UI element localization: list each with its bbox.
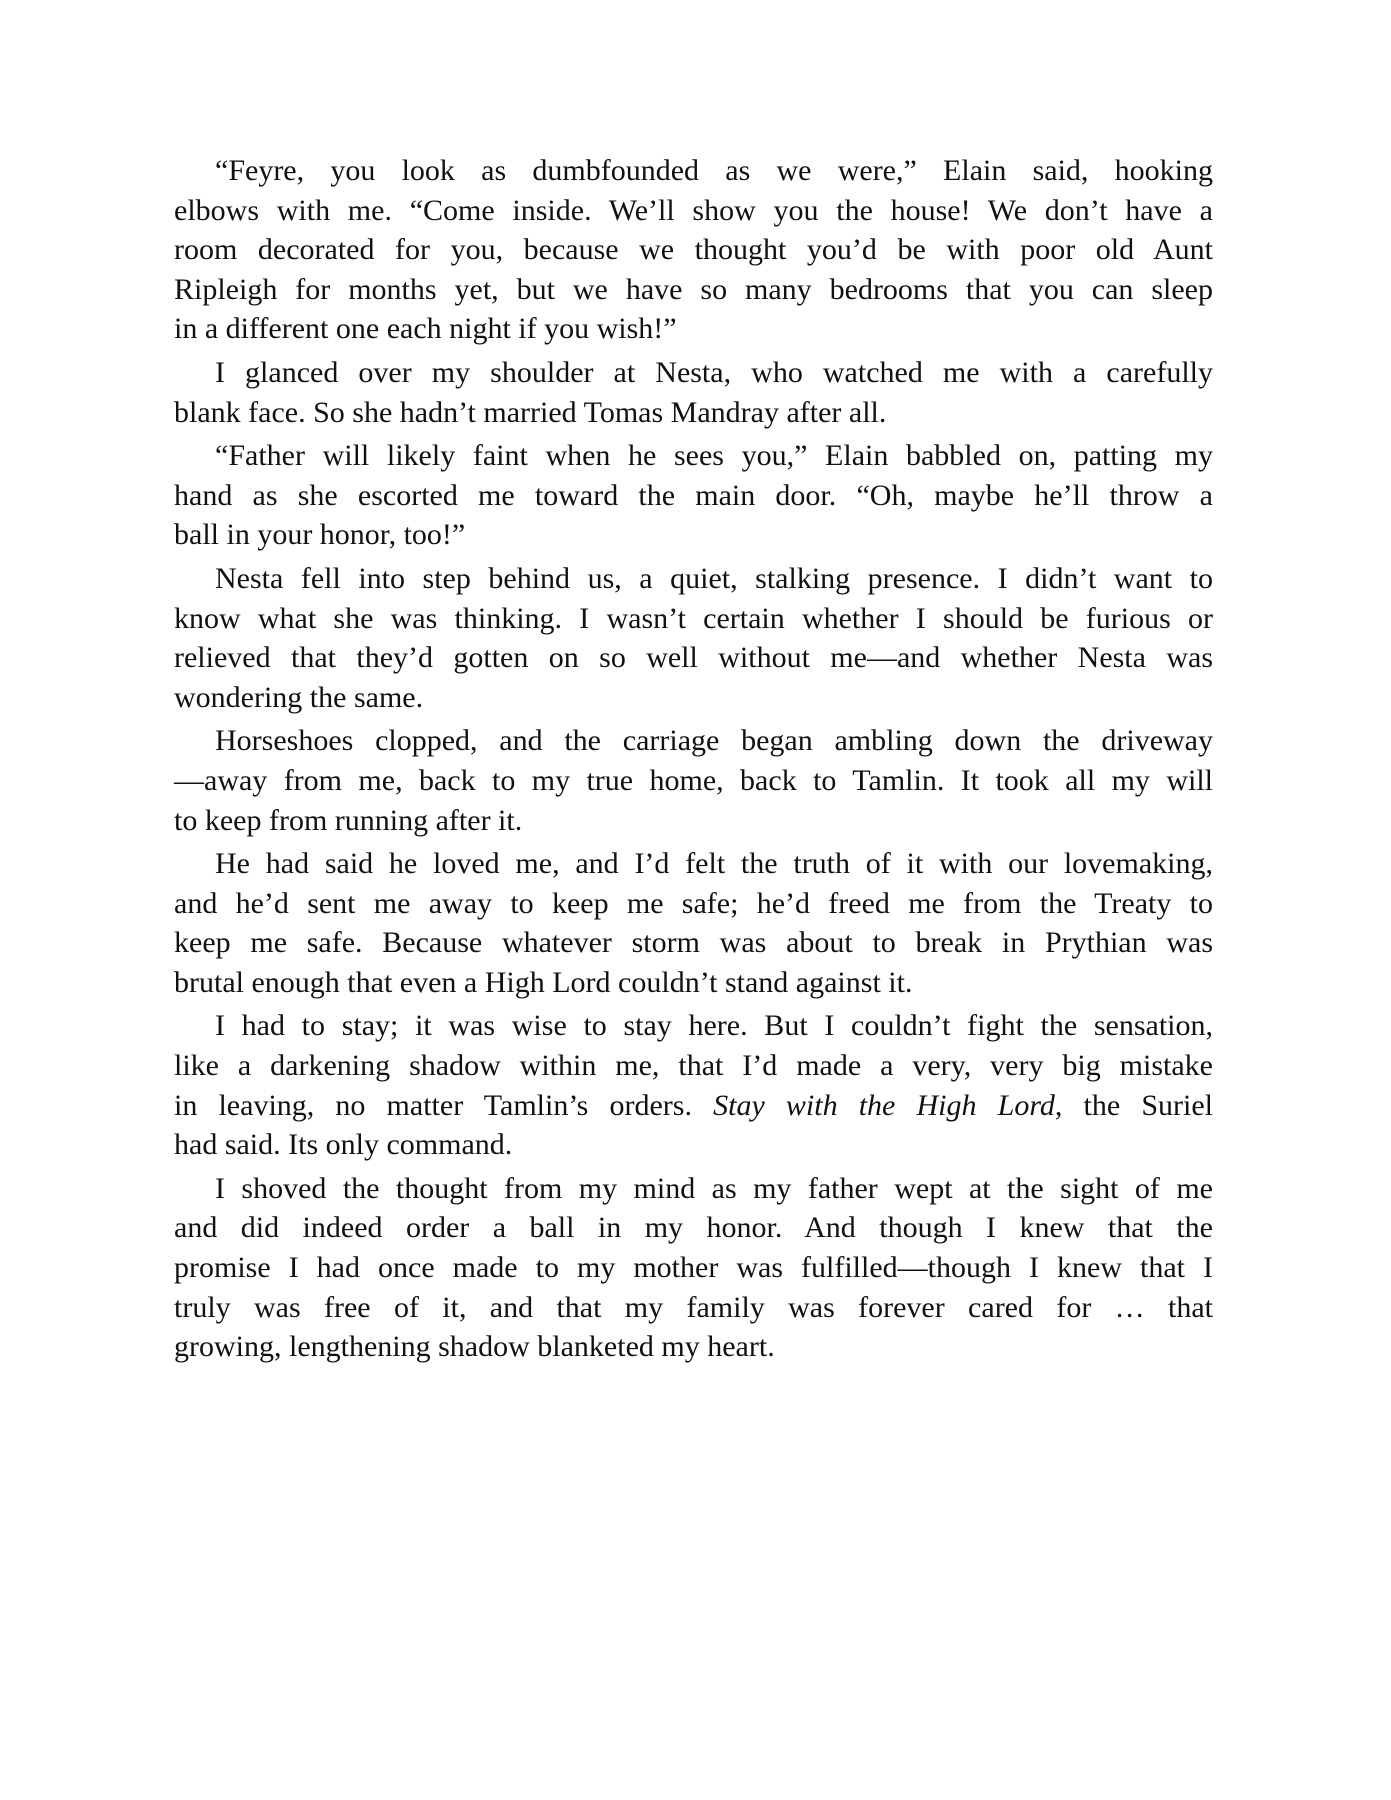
paragraph bbox=[174, 353, 1213, 432]
text-segment: in leaving, no matter Tamlin’s orders. bbox=[174, 1088, 714, 1122]
italic-quote: Stay with the High Lord bbox=[713, 1088, 1055, 1122]
text-line: I glanced over my shoulder at Nesta, who watched me with a carefully bbox=[215, 355, 1213, 389]
text-line bbox=[174, 1086, 1213, 1126]
text-line: wondering the same. bbox=[174, 680, 424, 714]
text-line: to keep from running after it. bbox=[174, 803, 523, 837]
text-line: know what she was thinking. I wasn’t certain whether I should be furious or bbox=[174, 601, 1213, 635]
text-line: truly was free of it, and that my family was forever cared for … that bbox=[174, 1290, 1213, 1324]
text-line: room decorated for you, because we thought you’d be with poor old Aunt bbox=[174, 233, 1213, 267]
book-page bbox=[174, 151, 1213, 1371]
text-line: promise I had once made to my mother was fulfilled—though I knew that I bbox=[174, 1251, 1213, 1285]
text-line: “Feyre, you look as dumbfounded as we were,” Elain said, hooking bbox=[215, 154, 1213, 187]
paragraph bbox=[174, 151, 1213, 349]
paragraph bbox=[174, 436, 1213, 555]
text-line: Nesta fell into step behind us, a quiet, stalking presence. I didn’t want to bbox=[215, 561, 1213, 595]
paragraph bbox=[174, 1006, 1213, 1164]
text-line: I shoved the thought from my mind as my father wept at the sight of me bbox=[215, 1171, 1213, 1205]
text-line: brutal enough that even a High Lord couldn’t stand against it. bbox=[174, 965, 913, 999]
text-line: growing, lengthening shadow blanketed my heart. bbox=[174, 1330, 775, 1364]
paragraph bbox=[174, 1169, 1213, 1367]
text-line: I had to stay; it was wise to stay here. But I couldn’t fight the sensation, bbox=[215, 1009, 1213, 1043]
text-line: elbows with me. “Come inside. We’ll show you the house! We don’t have a bbox=[174, 193, 1213, 227]
text-line: had said. Its only command. bbox=[174, 1128, 513, 1162]
text-line: blank face. So she hadn’t married Tomas Mandray after all. bbox=[174, 395, 887, 429]
text-line: hand as she escorted me toward the main door. “Oh, maybe he’ll throw a bbox=[174, 478, 1213, 512]
text-line: Ripleigh for months yet, but we have so many bedrooms that you can sleep bbox=[174, 272, 1213, 306]
text-line: ball in your honor, too!” bbox=[174, 518, 466, 552]
text-line: Horseshoes clopped, and the carriage began ambling down the driveway bbox=[215, 724, 1213, 758]
text-line: like a darkening shadow within me, that I’d made a very, very big mistake bbox=[174, 1049, 1213, 1083]
text-line: He had said he loved me, and I’d felt the truth of it with our lovemaking, bbox=[215, 847, 1213, 881]
text-line: keep me safe. Because whatever storm was about to break in Prythian was bbox=[174, 926, 1213, 960]
text-line: and did indeed order a ball in my honor. And though I knew that the bbox=[174, 1211, 1213, 1245]
text-line: and he’d sent me away to keep me safe; he’d freed me from the Treaty to bbox=[174, 886, 1213, 920]
text-line: in a different one each night if you wish!” bbox=[174, 312, 677, 346]
text-line: relieved that they’d gotten on so well without me—and whether Nesta was bbox=[174, 641, 1213, 675]
paragraph bbox=[174, 559, 1213, 717]
paragraph bbox=[174, 721, 1213, 840]
paragraph bbox=[174, 844, 1213, 1002]
text-line: “Father will likely faint when he sees you,” Elain babbled on, patting my bbox=[215, 439, 1213, 473]
text-segment: , the Suriel bbox=[1054, 1088, 1213, 1122]
text-line: —away from me, back to my true home, back to Tamlin. It took all my will bbox=[174, 763, 1213, 797]
